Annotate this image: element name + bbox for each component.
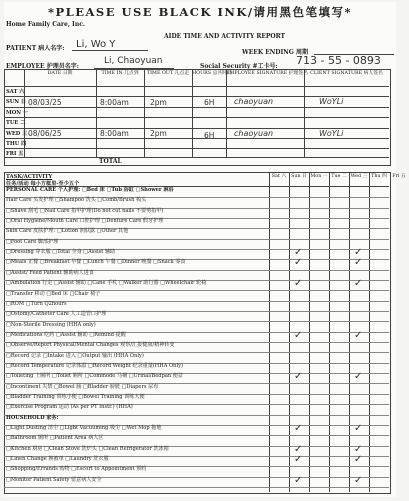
- week-ending-label: WEEK ENDING 周期: [242, 49, 308, 56]
- day-sat: SAT 六: [6, 89, 25, 95]
- ssn-value: 713 - 55 - 0893: [296, 54, 381, 67]
- task-check-mark: ✓: [294, 371, 303, 383]
- task-row-label: □Exercise Program 运动 (As per PT Instr.) (HHA): [6, 404, 133, 411]
- patient-label: PATIENT 病人名字:: [6, 45, 65, 52]
- day-header-wed: Wed 三: [350, 174, 368, 179]
- wed-hours: 6H: [204, 131, 215, 140]
- wed-time-out: 2pm: [150, 129, 167, 138]
- task-row-label: □Linen Change 换被单 □Laundry 洗衣服: [6, 456, 109, 463]
- task-check-mark: ✓: [354, 257, 363, 269]
- task-row-label: □Non-Sterile Dressing (HHA only): [6, 321, 96, 328]
- task-row-label: □Ostomy/Catheter Care 人工造管口护理: [6, 311, 107, 318]
- task-row-label: □Monitor Patient Safety 留意病人安全: [6, 476, 102, 483]
- day-header-mon: Mon 一: [310, 174, 328, 179]
- task-row-label: □Shopping/Errands 购物 □Escort to Appointment 预约: [6, 466, 147, 473]
- task-check-mark: ✓: [294, 257, 303, 269]
- task-row-label: □ROM □Turn Q2hours: [6, 300, 67, 307]
- day-tue: TUE 二: [6, 120, 26, 126]
- task-row-label: □Incontinent 失禁 □Bowel 肠 □Bladder 膀胱 □Diapers 尿布: [6, 383, 159, 390]
- col-time-out: TIME OUT 几点走: [146, 71, 190, 76]
- task-check-mark: ✓: [294, 247, 303, 259]
- day-header-thu: Thu 四: [371, 174, 387, 179]
- task-check-mark: ✓: [294, 423, 303, 435]
- sun-client-signature: WoYLi: [319, 97, 344, 106]
- task-row-label: □Transfer 移动 □Bed 床 □Chair 椅子: [6, 290, 101, 297]
- day-thu: THU 四: [6, 141, 27, 147]
- wed-client-signature: WoYLi: [319, 129, 344, 138]
- form-title: *PLEASE USE BLACK INK/请用黑色笔填写*: [47, 5, 353, 19]
- col-hours: HOURS 总共时间: [192, 71, 232, 76]
- task-row-label: PERSONAL CARE 个人护理: □Bed 床 □Tub 浴缸 □Shower 淋浴: [6, 187, 174, 193]
- timesheet-page: [4, 2, 406, 497]
- col-client-signature: CLIENT SIGNATURE 病人签名: [310, 71, 383, 76]
- task-check-mark: ✓: [354, 247, 363, 259]
- patient-name: Li, Wo Y: [76, 39, 116, 50]
- task-row-label: □Meals 正餐 □Breakfast 早餐 □Lunch 午餐 □Dinner 晚餐 □Snack 零食: [6, 259, 186, 266]
- wed-time-in: 8:00am: [100, 129, 129, 138]
- task-row-label: □Assist/ Feed Patient 辅助病人进食: [6, 269, 94, 276]
- task-check-mark: ✓: [354, 443, 363, 455]
- sun-employee-signature: chaoyuan: [234, 97, 274, 106]
- day-sun: SUN 日: [6, 99, 27, 105]
- task-row-label: HOUSEHOLD 家务:: [6, 414, 59, 421]
- task-check-mark: ✓: [354, 329, 363, 341]
- task-row-label: □Medications 吃药 □Assist 辅助 □Remind 提醒: [6, 331, 126, 338]
- sun-time-out: 2pm: [150, 98, 167, 107]
- task-row-label: □Oral Hygiene/Mouth Care 口腔护理 □Denture Care 假牙护理: [6, 218, 164, 225]
- ssn-label: Social Security #工卡号:: [200, 63, 278, 70]
- task-row-label: Skin Care 皮肤护理: □Lotion 润肤露 □Other 其他: [6, 228, 129, 235]
- task-check-mark: ✓: [294, 329, 303, 341]
- task-row-label: □Bathroom 厕所 □Patient Area 病人区: [6, 435, 104, 442]
- task-check-mark: ✓: [354, 423, 363, 435]
- total-label: TOTAL: [99, 158, 122, 165]
- employee-label: EMPLOYEE 护理员名字:: [6, 63, 79, 70]
- day-header-sat: Sat 六: [271, 174, 287, 179]
- task-row-label: □Foot Care 脚部护理: [6, 238, 59, 245]
- task-row-label: □Record Temperature 记录体温 □Record Weight 纪录重量(HHA Only): [6, 362, 183, 369]
- task-check-mark: ✓: [354, 371, 363, 383]
- day-header-sun: Sun 日: [291, 174, 307, 179]
- wed-date: 08/06/25: [28, 129, 62, 138]
- agency-name: Home Family Care, Inc.: [6, 21, 85, 28]
- task-row-label: □Bladder Training 训练小便 □Bowel Training 训练大便: [6, 394, 145, 400]
- task-row-label: Hair Care 头发护理 □Shampoo 洗头 □Comb/Brush 梳头: [6, 197, 147, 204]
- day-mon: MON 一: [6, 110, 28, 116]
- col-date: DATE 日期: [47, 71, 73, 76]
- employee-name: Li, Chaoyuan: [104, 56, 163, 66]
- task-check-mark: ✓: [294, 443, 303, 455]
- task-row-label: □Shave 刮毛 □Nail Care 指甲护理(Do not cut nails 不要剪指甲): [6, 207, 164, 214]
- day-header-tue: Tue 二: [331, 174, 347, 179]
- task-row-label: □Kitchen 厨房 □Clean Stove 洗炉头 □Clean Refrigerator 洗冰箱: [6, 445, 169, 452]
- task-row-label: □Dressing 穿衣服 □Total 全身 □Assist 辅助: [6, 249, 116, 256]
- sun-hours: 6H: [204, 98, 215, 107]
- sun-date: 08/03/25: [28, 98, 62, 107]
- task-check-mark: ✓: [354, 454, 363, 466]
- task-check-mark: ✓: [294, 454, 303, 466]
- task-row-label: □Light Dusting 清尘 □Light Vacuuming 吸尘 □Wet Mop 拖地: [6, 425, 162, 432]
- day-header-fri: Fri 五: [392, 174, 406, 179]
- task-row-label: □Record 记录 □Intake 进入 □Output 输出 (HHA Only): [6, 352, 144, 359]
- task-check-mark: ✓: [294, 474, 303, 486]
- task-activity-heading: TASK/ACTIVITY: [6, 174, 53, 180]
- task-row-label: □Toileting 上厕所 □Toilet 厕所 □Commode 马桶 □Urinal/Bedpan 便盆: [6, 373, 183, 380]
- task-check-mark: ✓: [354, 474, 363, 486]
- task-activity-subheading: 任务/活动 每小方框里-至少五个: [6, 181, 80, 187]
- task-check-mark: ✓: [354, 278, 363, 290]
- col-employee-signature: EMPLOYEE SIGNATURE 护理签名: [226, 71, 308, 76]
- report-title: AIDE TIME AND ACTIVITY REPORT: [164, 33, 285, 40]
- day-wed: WED 三: [6, 131, 28, 137]
- col-time-in: TIME IN 几点到: [101, 71, 139, 76]
- task-check-mark: ✓: [294, 278, 303, 290]
- task-row-label: □Observe/Report Physical/Mental Changes 观察/汇报健康/精神转变: [6, 342, 175, 349]
- task-row-label: □Ambulation 行走 □Assist 辅助 □Cane 手杖 □Walker 助行器 □Wheelchair 轮椅: [6, 280, 207, 287]
- sun-time-in: 8:00am: [100, 98, 129, 107]
- day-fri: FRI 五: [6, 151, 24, 157]
- wed-employee-signature: chaoyuan: [234, 129, 274, 138]
